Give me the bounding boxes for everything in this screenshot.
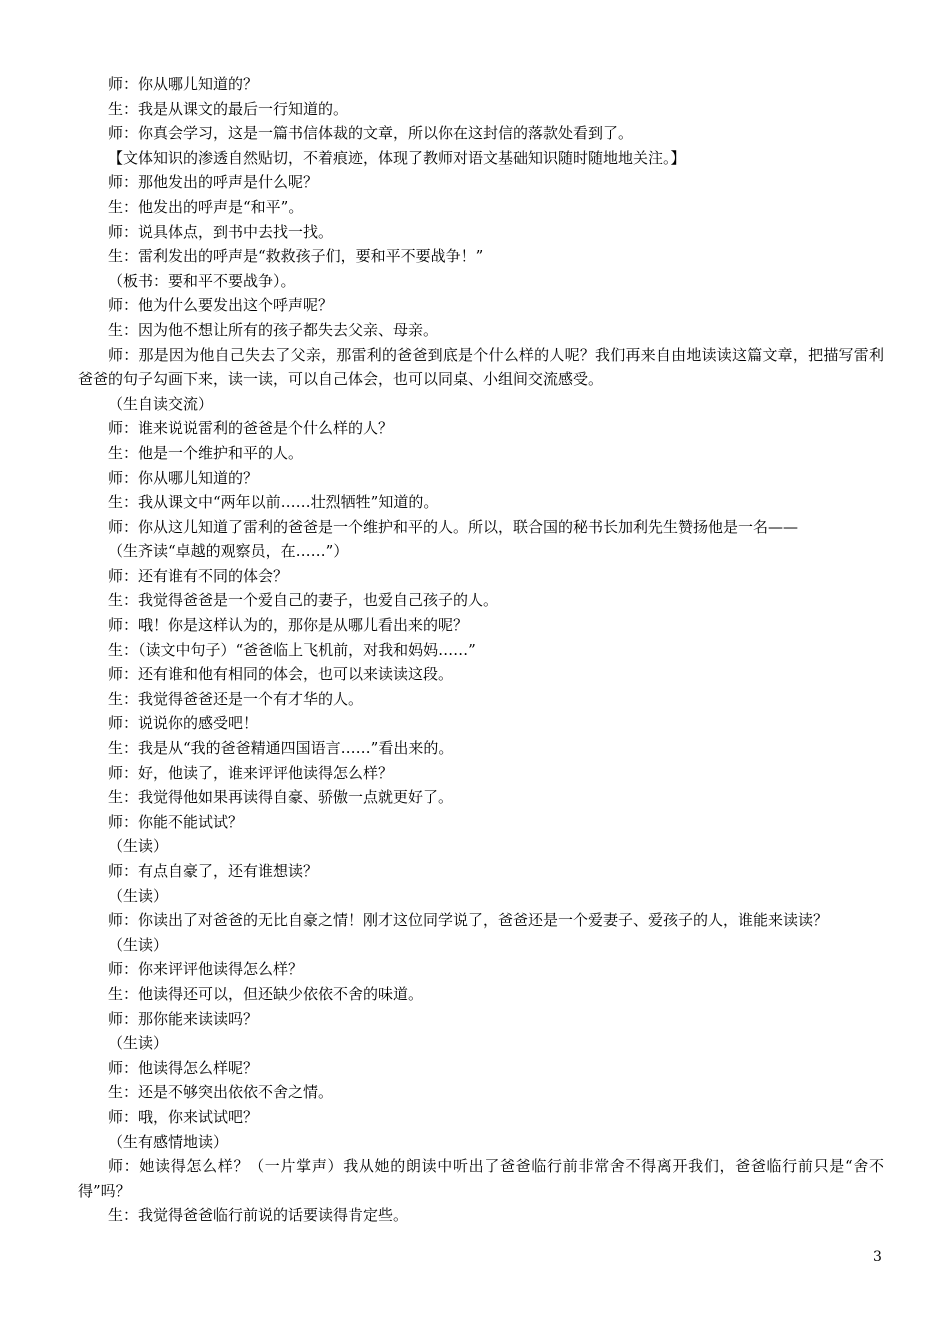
text-line: 师：哦，你来试试吧？ <box>108 1107 259 1126</box>
text-line: 生：他发出的呼声是“和平”。 <box>108 197 304 216</box>
text-line: 师：还有谁和他有相同的体会，也可以来读读这段。 <box>108 665 454 684</box>
text-line: 师：哦！你是这样认为的，那你是从哪儿看出来的呢？ <box>108 616 469 635</box>
text-line: （生读） <box>108 837 169 856</box>
text-line: 生：我觉得爸爸临行前说的话要读得肯定些。 <box>108 1206 409 1225</box>
text-line: 师：他为什么要发出这个呼声呢？ <box>108 296 334 315</box>
text-line: 生：他是一个维护和平的人。 <box>108 443 304 462</box>
text-line: 师：你从哪儿知道的？ <box>108 75 259 93</box>
text-line: 生：我觉得他如果再读得自豪、骄傲一点就更好了。 <box>108 788 454 807</box>
text-line: 生：我是从“我的爸爸精通四国语言……”看出来的。 <box>108 739 454 758</box>
document-body <box>78 72 884 1228</box>
page-number: 3 <box>873 1249 882 1265</box>
text-line: （生有感情地读） <box>108 1132 229 1151</box>
text-line: 生：还是不够突出依依不舍之情。 <box>108 1083 334 1102</box>
text-line: 生：他读得还可以，但还缺少依依不舍的味道。 <box>108 984 424 1003</box>
text-line: （板书：要和平不要战争）。 <box>108 271 296 290</box>
text-line: 生：雷利发出的呼声是“救救孩子们，要和平不要战争！” <box>108 247 484 266</box>
text-line: 师：那你能来读读吗？ <box>108 1009 259 1028</box>
text-line: 师：你读出了对爸爸的无比自豪之情！刚才这位同学说了，爸爸还是一个爱妻子、爱孩子的人，谁能来读读？ <box>108 911 829 930</box>
text-line: 师：那他发出的呼声是什么呢？ <box>108 173 319 192</box>
text-line: （生自读交流） <box>108 394 214 413</box>
text-line: 生：我觉得爸爸是一个爱自己的妻子，也爱自己孩子的人。 <box>108 591 499 610</box>
text-line: （生读） <box>108 1034 169 1053</box>
text-line: 生：我是从课文的最后一行知道的。 <box>108 99 349 118</box>
text-line: 师：她读得怎么样？（一片掌声）我从她的朗读中听出了爸爸临行前非常舍不得离开我们，爸爸临行前只是“舍不得”吗？ <box>78 1157 884 1200</box>
text-line: 师：你真会学习，这是一篇书信体裁的文章，所以你在这封信的落款处看到了。 <box>108 124 634 143</box>
text-line: 师：好，他读了，谁来评评他读得怎么样？ <box>108 763 394 782</box>
text-line: （生齐读“卓越的观察员，在……”） <box>108 542 349 561</box>
text-line: 师：谁来说说雷利的爸爸是个什么样的人？ <box>108 419 394 438</box>
text-line: 师：有点自豪了，还有谁想读？ <box>108 862 319 880</box>
text-line: 师：说说你的感受吧！ <box>108 714 259 733</box>
text-line: 师：那是因为他自己失去了父亲，那雷利的爸爸到底是个什么样的人呢？我们再来自由地读读这篇文章，把描写雷利爸爸的句子勾画下来，读一读，可以自己体会，也可以同桌、小组间交流感受。 <box>78 345 884 389</box>
text-line: 师：你从哪儿知道的？ <box>108 468 259 487</box>
text-line: 生：因为他不想让所有的孩子都失去父亲、母亲。 <box>108 320 439 339</box>
text-line: 生：我从课文中“两年以前……壮烈牺牲”知道的。 <box>108 493 439 512</box>
text-line: 师：还有谁有不同的体会？ <box>108 566 289 585</box>
text-line: 生：（读文中句子）“爸爸临上飞机前，对我和妈妈……” <box>108 640 476 659</box>
text-line: 生：我觉得爸爸还是一个有才华的人。 <box>108 689 364 708</box>
text-line: （生读） <box>108 935 169 954</box>
text-line: 师：你从这儿知道了雷利的爸爸是一个维护和平的人。所以，联合国的秘书长加利先生赞扬他是一名—— <box>108 517 799 536</box>
text-line: 【文体知识的渗透自然贴切，不着痕迹，体现了教师对语文基础知识随时随地地关注。】 <box>108 148 686 167</box>
text-line: 师：说具体点，到书中去找一找。 <box>108 222 334 241</box>
text-line: （生读） <box>108 886 169 905</box>
text-line: 师：他读得怎么样呢？ <box>108 1058 259 1077</box>
text-line: 师：你能不能试试？ <box>108 812 244 831</box>
text-line: 师：你来评评他读得怎么样？ <box>108 960 304 979</box>
